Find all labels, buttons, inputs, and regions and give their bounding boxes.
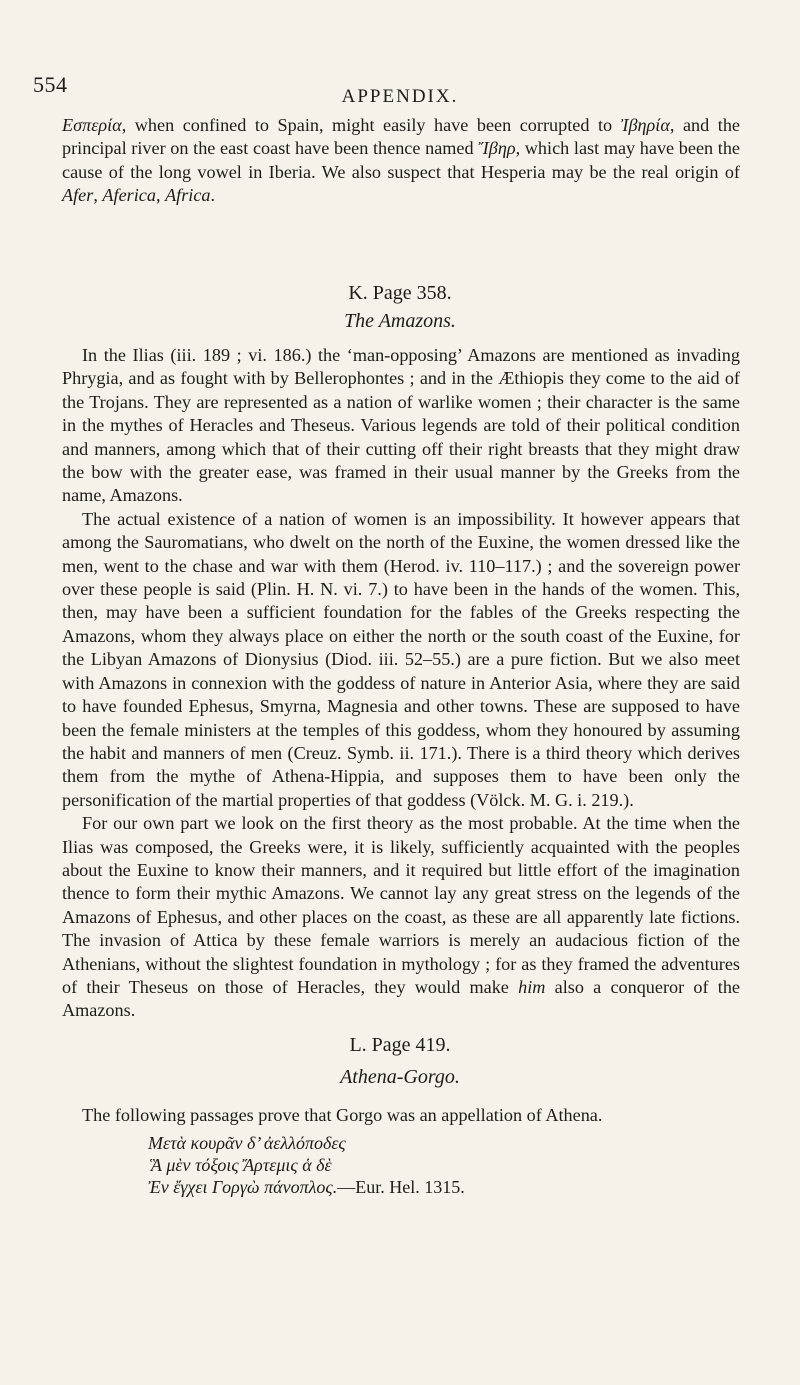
section-k-title: The Amazons. — [344, 310, 456, 332]
greek-word-hesperia: Εσπερία — [62, 115, 122, 135]
section-k-body — [62, 344, 740, 1023]
greek-verse-quote — [148, 1132, 748, 1198]
section-k-paragraph-2: The actual existence of a nation of women is an impossibility. It however appears that among the Sauromatians, who dwelt on the north of the Euxine, the women dressed like the men, went to the chase and war with them (Herod. iv. 110–117.) ; and the sovereign power over these people is said (Plin. H. N. vi. 7.) to have been in the hands of the women. This, then, may have been a sufficient foundation for the fables of the Greeks respecting the Amazons, whom they always place on either the north or the south coast of the Euxine, for the Libyan Amazons of Dionysius (Diod. iii. 52–55.) are a pure fiction. But we also meet with Amazons in connexion with the goddess of nature in Anterior Asia, where they are said to have founded Ephesus, Smyrna, Magnesia and other towns. These are supposed to have been the female ministers at the temples of this goddess, whom they honoured by assuming the habit and manners of men (Creuz. Symb. ii. 171.). There is a third theory which derives them from the mythe of Athena-Hippia, and supposes them to have been only the personification of the martial properties of that goddess (Völck. M. G. i. 219.). — [62, 508, 740, 810]
greek-word-iber: Ἴβηρ — [478, 138, 516, 159]
word-aferica: Aferica — [102, 185, 156, 206]
running-head: APPENDIX. — [341, 86, 459, 107]
section-l-heading: L. Page 419. — [349, 1034, 451, 1056]
section-l-paragraph-1: The following passages prove that Gorgo was an appellation of Athena. — [82, 1105, 603, 1125]
section-k-paragraph-3: For our own part we look on the first theory as the most probable. At the time when the Ilias was composed, the Greeks were, it is likely, sufficiently acquainted with the peoples about the Euxine to know their manners, and it required but little effort of the imagination thence to form their mythic Amazons. We cannot lay any great stress on the legends of the Amazons of Ephesus, and other places on the coast, as these are all apparently late fictions. The invasion of Attica by these female warriors is merely an audacious fiction of the Athenians, without the slightest foundation in mythology ; for as they framed the adventures of their Theseus on those of Heracles, they would make him also a conqueror of the Amazons. — [62, 813, 741, 1021]
verse-line: Ἃ μὲν τόξοις Ἄρτεμις ἁ δὲ — [150, 1155, 332, 1175]
verse-citation: —Eur. Hel. 1315. — [337, 1177, 465, 1197]
intro-paragraph: Εσπερία, when confined to Spain, might easily have been corrupted to Ἰβηρία, and the principal river on the east coast have been thence named Ἴβηρ, which last may have been the cause of the long vowel in Iberia. We also suspect that Hesperia may be the real origin of Afer, Aferica, Africa. — [62, 115, 740, 206]
word-afer: Afer — [62, 185, 94, 206]
emphasis-him: him — [518, 976, 546, 997]
section-l-body — [62, 1104, 740, 1127]
section-l-title: Athena-Gorgo. — [340, 1066, 460, 1088]
section-k-paragraph-1: In the Ilias (iii. 189 ; vi. 186.) the ‘man-opposing’ Amazons are mentioned as invading Phrygia, and as fought with by Bellerophontes ; and in the Æthiopis they come to the aid of the Trojans. They are represented as a nation of warlike women ; their character is the same in the mythes of Heracles and Theseus. Various legends are told of their political condition and manners, among which that of their cutting off their right breasts that they might draw the bow with the greater ease, was framed in their usual manner by the Greeks from the name, Amazons. — [62, 345, 740, 506]
page-number: 554 — [33, 72, 68, 97]
verse-line: Ἐν ἔγχει Γοργὼ πάνοπλος.—Eur. Hel. 1315. — [148, 1177, 465, 1197]
word-africa: Africa — [165, 185, 211, 206]
greek-word-iberia: Ἰβηρία — [620, 115, 670, 135]
section-k-heading: K. Page 358. — [348, 282, 452, 304]
verse-line: Μετὰ κουρᾶν δ’ ἀελλόποδες — [148, 1133, 346, 1153]
